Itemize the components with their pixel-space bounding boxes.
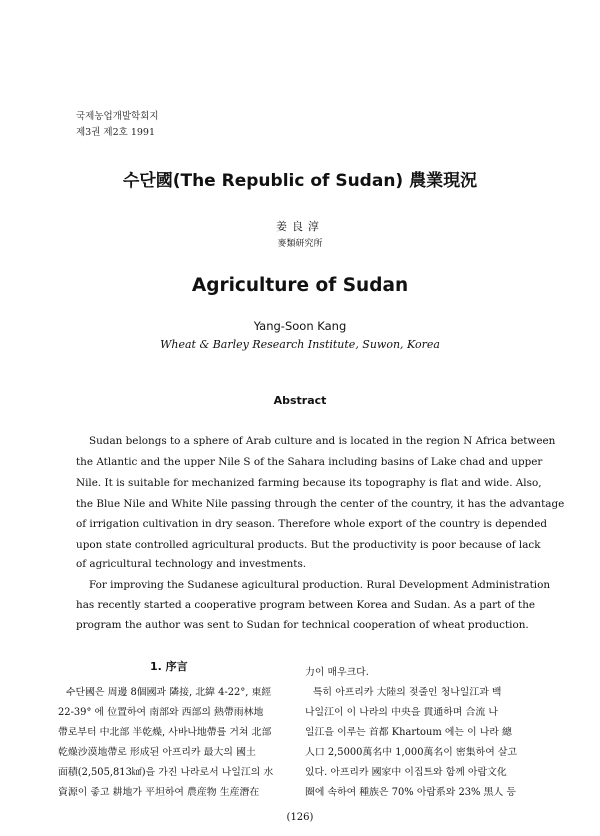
- abstract-line: Sudan belongs to a sphere of Arab culture and is located in the region N Africa between: [89, 435, 556, 447]
- abstract-line: program the author was sent to Sudan for technical cooperation of wheat production.: [76, 619, 529, 631]
- abstract-line: the Atlantic and the upper Nile S of the Sahara including basins of Lake chad and upper: [76, 456, 543, 468]
- title-korean: 수단國(The Republic of Sudan) 農業現況: [122, 171, 478, 191]
- abstract-line: Nile. It is suitable for mechanized farming because its topography is flat and wide. Also,: [76, 477, 542, 489]
- affiliation-korean: 麥類研究所: [277, 239, 323, 249]
- left-column-line: 帶로부터 中北部 半乾燥, 사바나地帶를 거쳐 北部: [58, 727, 272, 738]
- abstract-line: the Blue Nile and White Nile passing through the center of the country, it has the advantage: [76, 498, 565, 510]
- right-column-line: 圈에 속하여 種族은 70% 아랍系와 23% 黑人 등: [305, 787, 516, 798]
- right-column-line: 일江을 이루는 首都 Khartoum 에는 이 나라 總: [305, 727, 512, 738]
- left-column-line: 乾燥沙漠地帶로 形成된 아프리카 最大의 國土: [58, 747, 256, 758]
- right-column-line: 나일江이 이 나라의 中央을 貫通하며 合流 나: [305, 707, 498, 718]
- right-column-line: 있다. 아프리카 國家中 이집트와 함께 아랍文化: [305, 767, 507, 778]
- section-heading: 1. 序言: [150, 660, 188, 673]
- title-english: Agriculture of Sudan: [191, 275, 409, 296]
- abstract-line: of irrigation cultivation in dry season. Therefore whole export of the country is depended: [76, 518, 547, 530]
- author-english: Yang-Soon Kang: [253, 319, 347, 333]
- author-korean: 姜良淳: [276, 220, 324, 233]
- left-column-line: 資源이 좋고 耕地가 平坦하여 農産物 生産潛在: [58, 787, 260, 798]
- journal-name: 국제농업개발학회지: [76, 111, 159, 122]
- journal-issue: 제3권 제2호 1991: [76, 127, 156, 138]
- left-column-line: 面積(2,505,813㎢)을 가진 나라로서 나일江의 水: [58, 767, 274, 778]
- abstract-line: has recently started a cooperative program between Korea and Sudan. As a part of the: [76, 599, 536, 611]
- abstract-line: upon state controlled agricultural products. But the productivity is poor because of lack: [76, 539, 541, 551]
- abstract-line: of agricultural technology and investments.: [76, 558, 307, 570]
- left-column-line: 수단國은 周邊 8個國과 隣接, 北緯 4-22°, 東經: [66, 687, 272, 698]
- abstract-line: For improving the Sudanese agicultural production. Rural Development Administration: [89, 579, 551, 591]
- left-column-line: 22-39° 에 位置하여 南部와 西部의 熱帶雨林地: [58, 707, 264, 718]
- right-column-line: 力이 매우크다.: [305, 667, 369, 678]
- right-column-line: 특히 아프리카 大陸의 젖줄인 청나일江과 백: [313, 687, 502, 698]
- page-number: (126): [286, 812, 314, 823]
- affiliation-english: Wheat & Barley Research Institute, Suwon, Korea: [160, 338, 440, 351]
- right-column-line: 人口 2,5000萬名中 1,000萬名이 密集하여 살고: [305, 747, 517, 758]
- abstract-heading: Abstract: [273, 394, 327, 407]
